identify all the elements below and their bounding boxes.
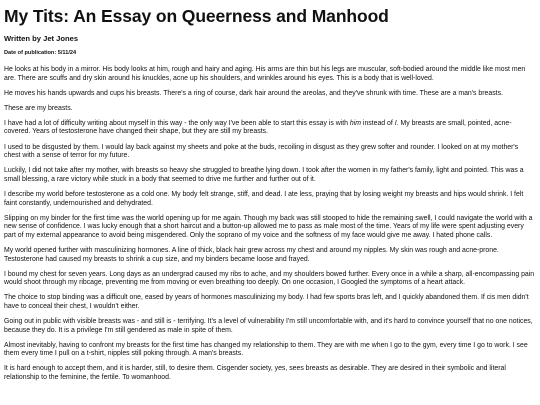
article-paragraph — [4, 120, 536, 137]
paragraph-text: I have had a lot of difficulty writing about myself in this way - the only way I've been able to start this essay is with — [4, 119, 350, 127]
article-paragraph — [4, 215, 536, 241]
paragraph-text: . My breasts are small, pointed, acne-covered. Years of testosterone have changed their shape, but they are still my breasts. — [4, 119, 512, 136]
paragraph-text: Going out in public with visible breasts was - and still is - terrifying. It's a level of vulnerability I'm still uncomfortable with, and it's hard to convince yourself that no one notices, because they do. It is a privilege I'm still gendered as male in spite of them. — [4, 317, 533, 334]
paragraph-text: These are my breasts. — [4, 104, 73, 112]
paragraph-text: Luckily, I did not take after my mother, with breasts so heavy she struggled to breathe lying down. I took after the women in my father's family, light and pointed. This was a small blessing, a rare victory while stuck in a body that seemed to drive me further and further out of it. — [4, 167, 524, 183]
article-paragraph — [4, 105, 536, 114]
emphasized-text: I — [394, 119, 397, 127]
article-paragraph — [4, 294, 536, 311]
article-paragraph — [4, 167, 536, 184]
article-paragraph — [4, 342, 536, 359]
article-paragraph — [4, 144, 536, 161]
paragraph-text: He looks at his body in a mirror. His body looks at him, rough and hairy and aging. His arms are thin but his legs are muscular, soft-bodied around the middle like most men are. There are scuffs and dry skin around his knuckles, acne up his shoulders, and wrinkles around his eyes. This is a body that is well-loved. — [4, 66, 526, 82]
article-paragraph — [4, 66, 536, 83]
article-paragraph — [4, 271, 536, 288]
paragraph-text: My world opened further with masculinizing hormones. A line of thick, black hair grew across my chest and around my nipples. My skin was rough and acne-prone. Testosterone had caused my breasts to shrink a cup size, and my binders became loose and frayed. — [4, 246, 499, 263]
paragraph-text: instead of — [361, 119, 395, 127]
paragraph-text: He moves his hands upwards and cups his breasts. There's a ring of course, dark hair around the areolas, and they've shrunk with time. These are a man's breasts. — [4, 89, 503, 97]
article-paragraph — [4, 90, 536, 99]
paragraph-text: Almost inevitably, having to confront my breasts for the first time has changed my relationship to them. They are with me when I go to the gym, every time I go to work. I see them every time I pull on a t-shirt, nipples still poking through. A man's breasts. — [4, 341, 528, 358]
article-title: My Tits: An Essay on Queerness and Manhood — [4, 6, 389, 26]
paragraph-text: I bound my chest for seven years. Long days as an undergrad caused my ribs to ache, and my shoulders bowed further. Every once in a while a sharp, all-encompassing pain would shoot through my ribcage, preventing me from moving or even breathing too deeply. On one occasion, I Googled the symptoms of a heart attack. — [4, 270, 535, 287]
author-byline: Written by Jet Jones — [4, 34, 79, 43]
paragraph-text: It is hard enough to accept them, and it is harder, still, to desire them. Cisgender society, yes, sees breasts as desirable. They are desired in their symbolic and literal relationship to the feminine, the fertile. To womanhood. — [4, 365, 506, 381]
paragraph-text: I describe my world before testosterone as a cold one. My body felt strange, stiff, and dead. I ate less, praying that by losing weight my breasts and hips would shrink. I felt faint constantly, undernourished and dehydrated. — [4, 190, 524, 207]
publication-date: Date of publication: 5/11/24 — [4, 50, 77, 56]
paragraph-text: The choice to stop binding was a difficult one, eased by years of hormones masculinizing my body. I had few sports bras left, and I quickly abandoned them. If cis men didn't have to conceal their chest, I wouldn't either. — [4, 294, 529, 310]
article-paragraph — [4, 247, 536, 264]
emphasized-text: him — [349, 119, 361, 127]
article-paragraph — [4, 191, 536, 208]
paragraph-text: Slipping on my binder for the first time was the world opening up for me again. Though my back was still stooped to hide the remaining swell, I could navigate the world with a new sense of confidence. I was lucky enough that a short haircut and a button-up allowed me to pass as male most of the time. Years of my life were spent adjusting every part of my external appearance to avoid being misgendered. Only the soprano of my voice and the softness of my face would give me away. I hated phone calls. — [4, 214, 533, 239]
article-body — [4, 66, 536, 383]
article-paragraph — [4, 318, 536, 335]
paragraph-text: I used to be disgusted by them. I would lay back against my sheets and poke at the buds, recoiling in disgust as they grew softer and rounder. I looked on at my mother's chest with a sense of terror for my future. — [4, 143, 519, 160]
article-paragraph — [4, 365, 536, 382]
